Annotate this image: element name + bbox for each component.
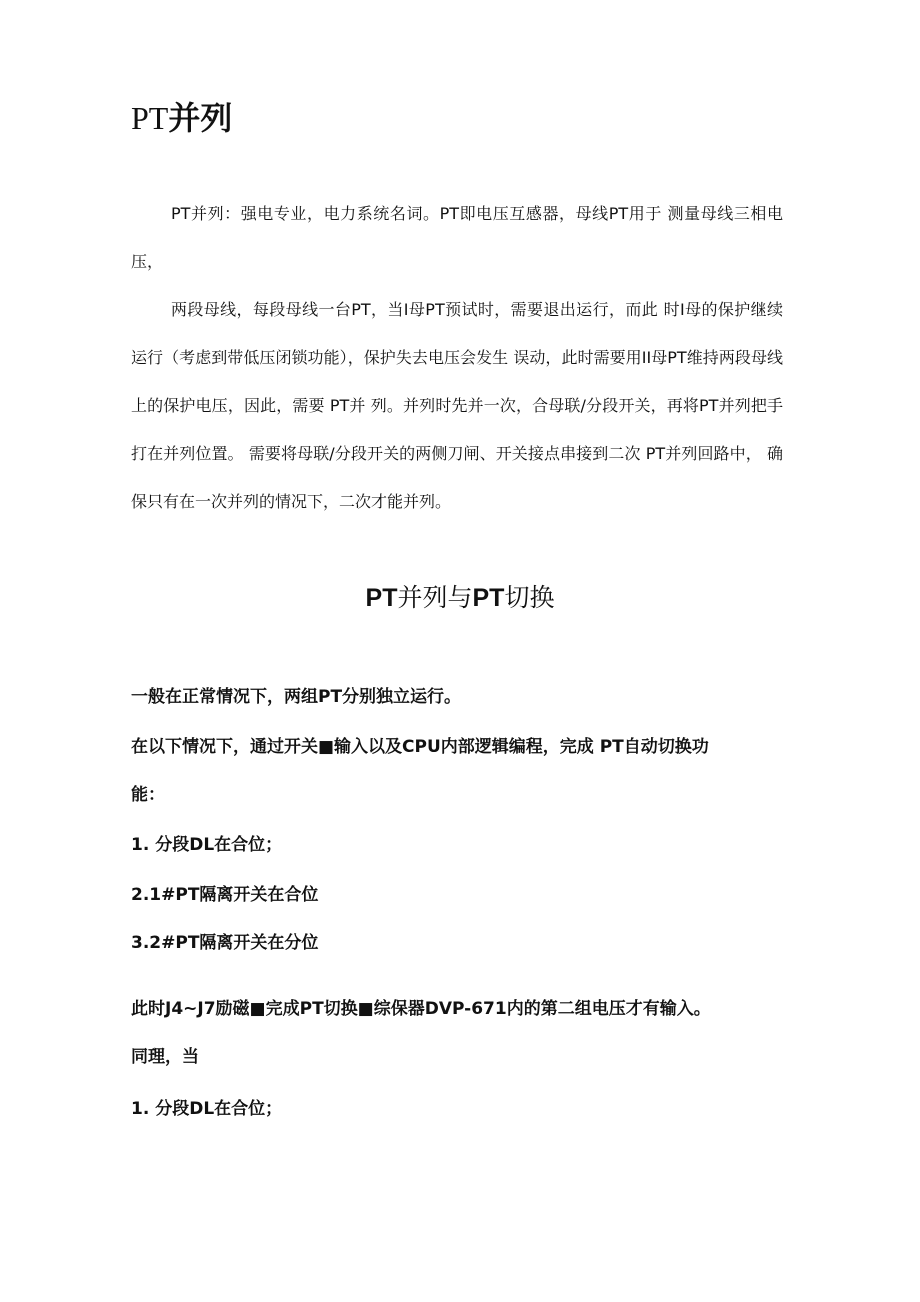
page-title-latin: PT xyxy=(131,100,169,136)
page-title xyxy=(131,98,232,138)
section-heading-text-2: 切换 xyxy=(504,583,555,612)
body-line: 一般在正常情况下，两组PT分别独立运行。 xyxy=(131,687,462,707)
list-item: 1. 分段DL在合位； xyxy=(131,1099,283,1119)
list-item: 1. 分段DL在合位； xyxy=(131,835,283,855)
body-line: 在以下情况下，通过开关■输入以及CPU内部逻辑编程，完成 PT自动切换功 xyxy=(131,737,709,757)
section-heading xyxy=(0,580,920,616)
body-line: 此时J4~J7励磁■完成PT切换■综保器DVP-671内的第二组电压才有输入。 xyxy=(131,999,711,1019)
list-item: 3.2#PT隔离开关在分位 xyxy=(131,933,319,953)
body-line: 能： xyxy=(131,785,165,805)
explanation-paragraph: 两段母线，每段母线一台PT，当I母PT预试时，需要退出运行，而此 时I母的保护继续运行（考虑到带低压闭锁功能），保护失去电压会发生 误动，此时需要用II母PT维持两段母线上的保护电压，因此，需要 PT并 列。并列时先并一次，合母联/分段开关，再将PT并列把手打在并列位置。 需要将母联/分段开关的两侧刀闸、开关接点串接到二次 PT并列回路中， 确保只有在一次并列的情况下，二次才能并列。 xyxy=(131,300,783,511)
section-heading-pt-1: PT xyxy=(365,584,398,612)
list-item: 2.1#PT隔离开关在合位 xyxy=(131,885,319,905)
section-heading-text-1: 并列与 xyxy=(397,583,473,612)
section-heading-pt-2: PT xyxy=(472,584,505,612)
page-title-cjk: 并列 xyxy=(168,99,233,137)
intro-paragraph: PT并列：强电专业，电力系统名词。PT即电压互感器，母线PT用于 测量母线三相电压， xyxy=(131,204,783,271)
body-line: 同理，当 xyxy=(131,1047,199,1067)
